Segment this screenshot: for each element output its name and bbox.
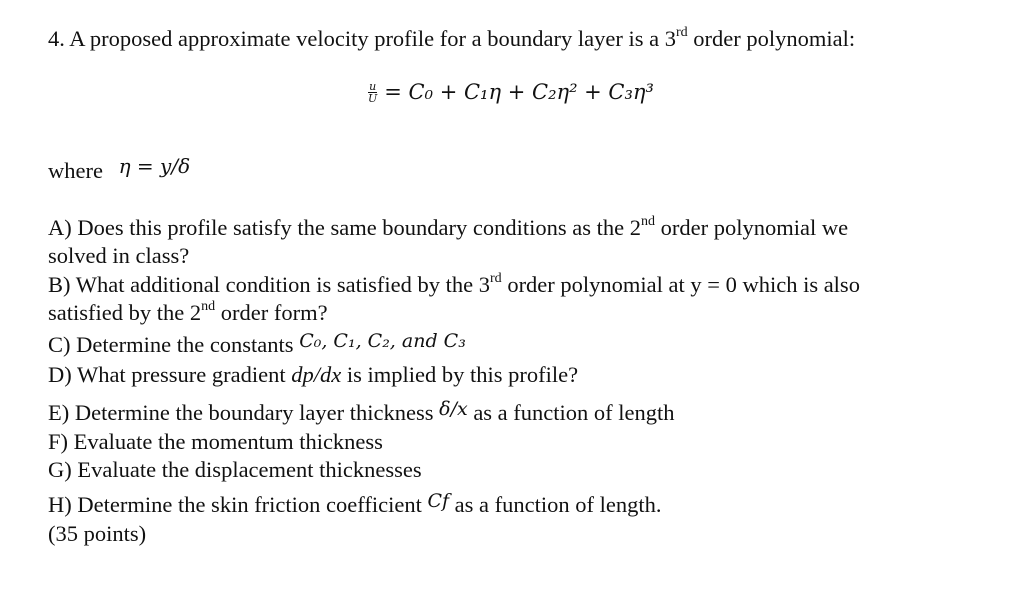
question-d <box>48 361 578 389</box>
question-b-text: B) What additional condition is satisfied by the 3 <box>48 272 491 297</box>
problem-header-text-end: order polynomial: <box>687 26 856 51</box>
fraction-denominator: U <box>368 91 378 105</box>
question-b-line2 <box>48 299 328 327</box>
question-d-text-end: is implied by this profile? <box>346 362 579 387</box>
question-h-text-end: as a function of length. <box>454 492 662 517</box>
question-e-math: δ/x <box>439 398 468 420</box>
question-e-text: E) Determine the boundary layer thickness <box>48 400 434 425</box>
question-c-text: C) Determine the constants <box>48 332 294 357</box>
question-b-superscript: rd <box>490 270 502 286</box>
fraction-numerator: u <box>369 79 377 93</box>
question-a-line2: solved in class? <box>48 243 190 268</box>
velocity-ratio-fraction <box>367 81 378 104</box>
question-b-line1 <box>48 271 860 299</box>
where-label: where <box>48 158 103 183</box>
problem-header <box>48 25 855 53</box>
question-a-line1 <box>48 214 848 242</box>
question-c <box>48 331 466 360</box>
equation-rhs: = C₀ + C₁η + C₂η² + C₃η³ <box>384 80 654 104</box>
eta-definition: η = y/δ <box>118 154 191 178</box>
question-h-text: H) Determine the skin friction coefficient <box>48 492 422 517</box>
question-b2-text-end: order form? <box>215 300 328 325</box>
question-g: G) Evaluate the displacement thicknesses <box>48 457 422 482</box>
problem-number: 4. <box>48 26 65 51</box>
question-e <box>48 399 675 428</box>
question-h <box>48 491 661 520</box>
question-f: F) Evaluate the momentum thickness <box>48 429 383 454</box>
question-a-text-end: order polynomial we <box>655 215 849 240</box>
points-total: (35 points) <box>48 521 147 546</box>
question-d-math: dp/dx <box>291 362 342 387</box>
velocity-profile-equation <box>367 80 654 104</box>
question-d-text: D) What pressure gradient <box>48 362 286 387</box>
header-superscript: rd <box>675 24 688 40</box>
question-b2-superscript: nd <box>201 298 216 314</box>
question-a-superscript: nd <box>641 213 656 229</box>
question-c-constants: C₀, C₁, C₂, and C₃ <box>299 330 466 352</box>
question-e-text-end: as a function of length <box>473 400 675 425</box>
question-a-text: A) Does this profile satisfy the same boundary conditions as the 2 <box>48 215 642 240</box>
question-h-math: Cf <box>427 490 450 512</box>
question-b2-text: satisfied by the 2 <box>48 300 202 325</box>
problem-header-text: A proposed approximate velocity profile for a boundary layer is a 3 <box>69 26 676 51</box>
question-b-text-end: order polynomial at y = 0 which is also <box>501 272 860 297</box>
where-line <box>48 154 191 185</box>
